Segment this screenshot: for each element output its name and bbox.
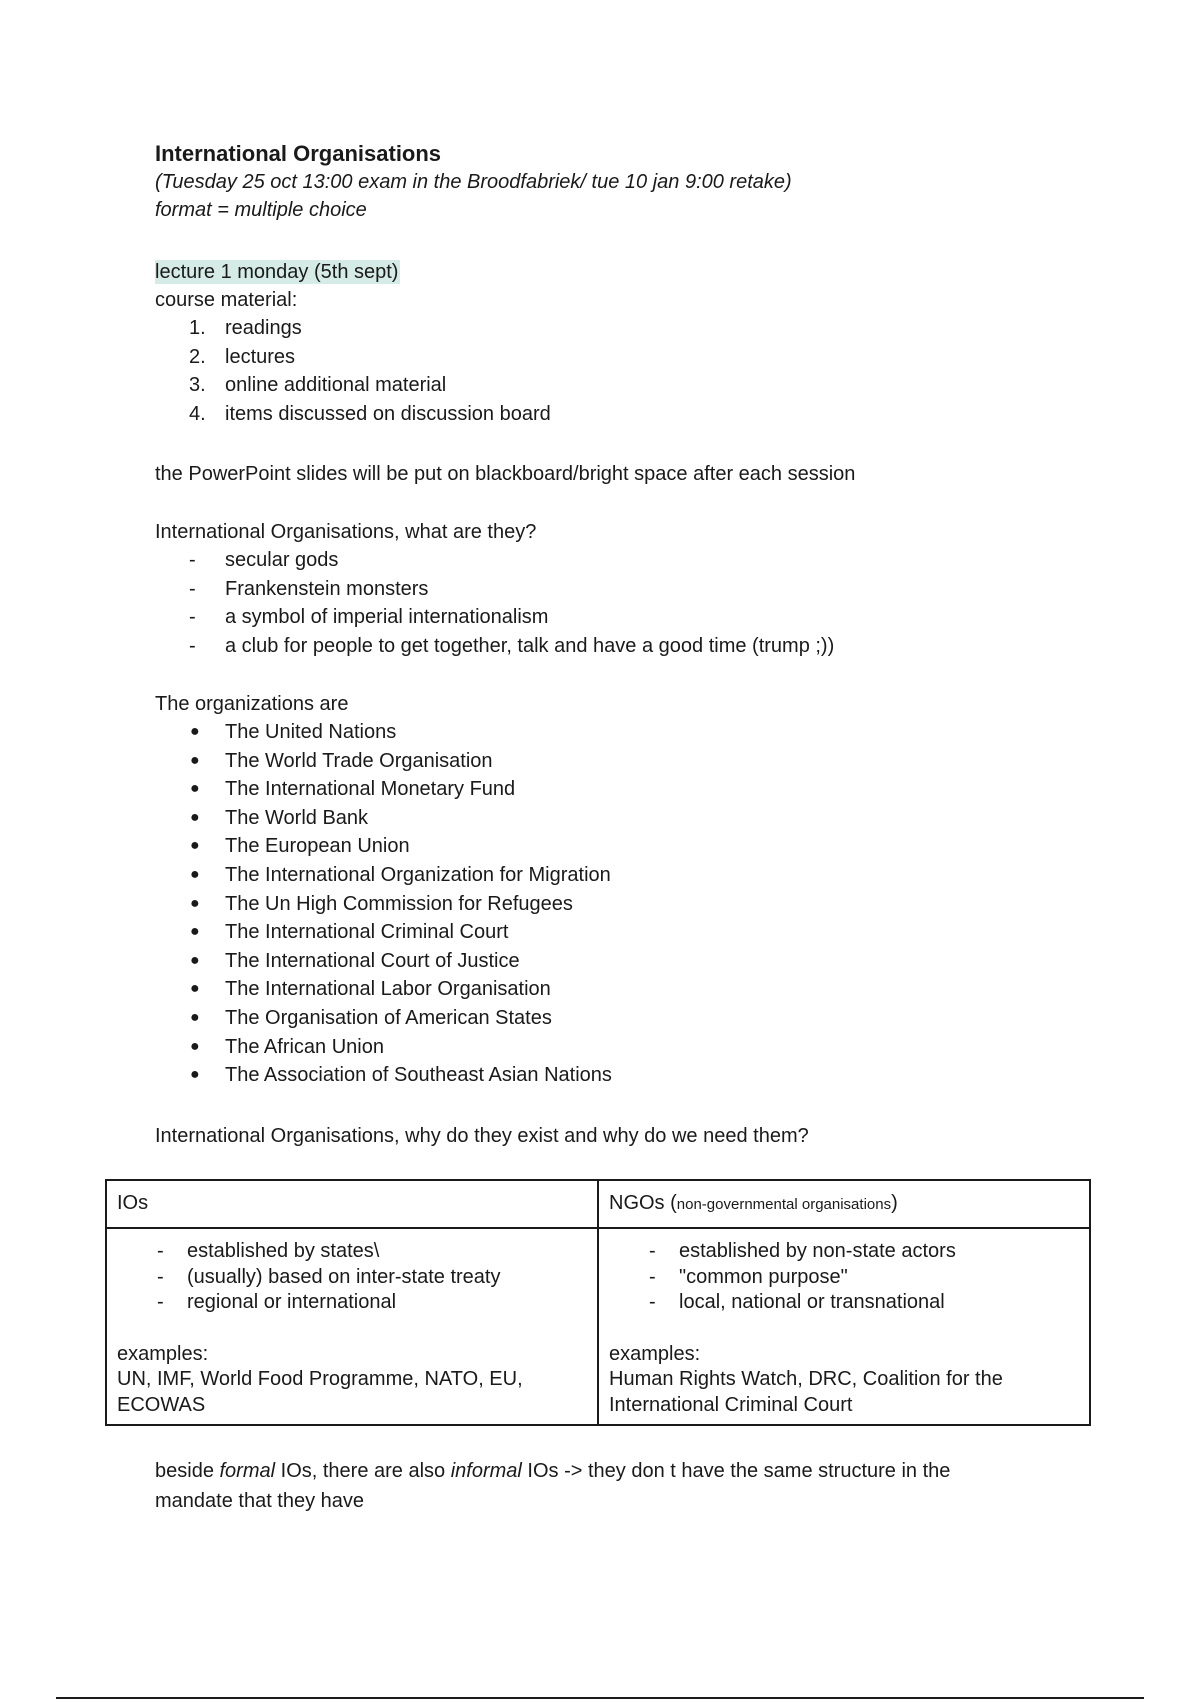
list-item-text: online additional material [225,374,447,397]
bullet-marker: ● [190,1037,200,1055]
dash-marker: - [649,1265,656,1288]
bullet-marker: ● [190,923,200,941]
page-title: International Organisations [155,141,442,166]
list-item-text: The Un High Commission for Refugees [225,892,573,915]
lecture-section [155,258,1140,428]
examples-text: ECOWAS [117,1393,206,1416]
list-item [117,1239,587,1265]
list-item-text: (usually) based on inter-state treaty [187,1265,501,1288]
list-item [155,1033,1140,1062]
lecture-heading: lecture 1 monday (5th sept) [155,261,399,283]
dash-marker: - [649,1291,656,1313]
note-text: beside [155,1460,220,1482]
note-emphasis-informal: informal [450,1460,522,1482]
list-number: 1. [189,317,206,339]
examples-label: examples: [609,1342,701,1365]
list-item-text: a symbol of imperial internationalism [225,606,549,629]
list-item [155,832,1140,861]
list-item [155,400,1140,429]
list-item [155,890,1140,919]
informal-note [155,1456,1140,1516]
table-header-ios: IOs [106,1180,598,1228]
list-item [155,775,1140,804]
bullet-marker: ● [190,980,200,998]
slides-note: the PowerPoint slides will be put on blackboard/bright space after each session [155,463,856,485]
informal-note-line-2: mandate that they have [155,1490,365,1512]
list-item-text: The United Nations [225,721,397,743]
dash-marker: - [189,577,196,600]
bullet-marker: ● [190,894,200,912]
bullet-marker: ● [190,837,200,855]
dash-marker: - [189,606,196,629]
ngos-header-expansion: non-governmental organisations [676,1196,892,1213]
list-item [155,747,1140,776]
dash-marker: - [157,1265,164,1288]
list-item [609,1265,1079,1291]
list-item [155,975,1140,1004]
list-item-text: Frankenstein monsters [225,577,429,600]
list-item-text: The World Bank [225,806,369,829]
list-item-text: readings [225,317,302,339]
bullet-marker: ● [190,808,200,826]
ios-cell [106,1228,598,1425]
list-item [609,1239,1079,1265]
list-item-text: "common purpose" [679,1265,848,1288]
course-material-list [155,314,1140,428]
page-bottom-divider [56,1697,1144,1699]
list-item [155,861,1140,890]
document-header [155,140,1140,224]
dash-marker: - [189,549,196,571]
list-item [155,546,1140,575]
organizations-intro: The organizations are [155,693,349,715]
note-emphasis-formal: formal [219,1460,276,1482]
list-item [155,804,1140,833]
note-text: IOs -> they don t have the same structure in the [521,1460,951,1482]
list-number: 2. [189,345,206,368]
list-item [155,343,1140,372]
table-header-row [106,1180,1090,1228]
dash-marker: - [157,1240,164,1262]
list-item-text: The World Trade Organisation [225,749,493,772]
list-item-text: The Organisation of American States [225,1006,552,1029]
ios-points [117,1239,587,1316]
dash-marker: - [157,1291,164,1313]
list-item-text: secular gods [225,549,339,571]
list-item [155,603,1140,632]
list-item-text: established by states\ [187,1240,380,1262]
exam-format: format = multiple choice [155,199,367,221]
examples-text: International Criminal Court [609,1393,853,1416]
what-are-they-section [155,518,1140,660]
list-item [155,314,1140,343]
table-row [106,1228,1090,1425]
ngos-header-end: ) [891,1192,898,1214]
list-item [155,632,1140,661]
bullet-marker: ● [190,865,200,883]
examples-text: Human Rights Watch, DRC, Coalition for the [609,1368,1003,1390]
what-are-they-question: International Organisations, what are they? [155,521,537,543]
list-item [155,918,1140,947]
list-item-text: a club for people to get together, talk and have a good time (trump ;)) [225,634,835,657]
list-item [155,1061,1140,1090]
table-header-ngos [598,1180,1090,1228]
list-item [117,1290,587,1316]
list-item [155,718,1140,747]
bullet-marker: ● [190,780,200,798]
list-item-text: The Association of Southeast Asian Nations [225,1064,612,1087]
list-item-text: regional or international [187,1291,397,1313]
ios-examples [117,1342,587,1419]
list-item [155,1004,1140,1033]
list-item-text: The International Organization for Migration [225,863,611,886]
course-material-label: course material: [155,289,298,311]
informal-note-line-1 [155,1456,1140,1486]
organizations-list [155,718,1140,1090]
comparison-table [105,1179,1091,1426]
ngos-cell [598,1228,1090,1425]
list-item-text: established by non-state actors [679,1240,956,1262]
exam-info: (Tuesday 25 oct 13:00 exam in the Broodfabriek/ tue 10 jan 9:00 retake) [155,171,792,193]
note-text: IOs, there are also [275,1460,451,1482]
list-item-text: The European Union [225,835,410,858]
list-item-text: The International Labor Organisation [225,978,551,1001]
list-item-text: The International Court of Justice [225,949,520,972]
list-item-text: The International Monetary Fund [225,778,516,801]
list-item [117,1265,587,1291]
bullet-marker: ● [190,1066,200,1084]
list-item [155,575,1140,604]
list-item-text: items discussed on discussion board [225,402,551,425]
list-item [155,371,1140,400]
what-are-they-list [155,546,1140,660]
dash-marker: - [189,634,196,657]
bullet-marker: ● [190,1008,200,1026]
list-item [609,1290,1079,1316]
ngos-points [609,1239,1079,1316]
list-item [155,947,1140,976]
ngos-examples [609,1342,1079,1419]
list-item-text: local, national or transnational [679,1291,945,1313]
list-item-text: lectures [225,345,296,368]
list-number: 4. [189,402,206,425]
bullet-marker: ● [190,751,200,769]
list-item-text: The International Criminal Court [225,921,509,944]
examples-label: examples: [117,1342,209,1365]
bullet-marker: ● [190,951,200,969]
list-number: 3. [189,374,206,397]
ngos-header-main: NGOs ( [609,1192,677,1214]
bullet-marker: ● [190,723,200,740]
dash-marker: - [649,1240,656,1262]
list-item-text: The African Union [225,1035,384,1058]
why-question: International Organisations, why do they exist and why do we need them? [155,1125,809,1147]
organizations-section [155,690,1140,1090]
examples-text: UN, IMF, World Food Programme, NATO, EU, [117,1368,523,1390]
